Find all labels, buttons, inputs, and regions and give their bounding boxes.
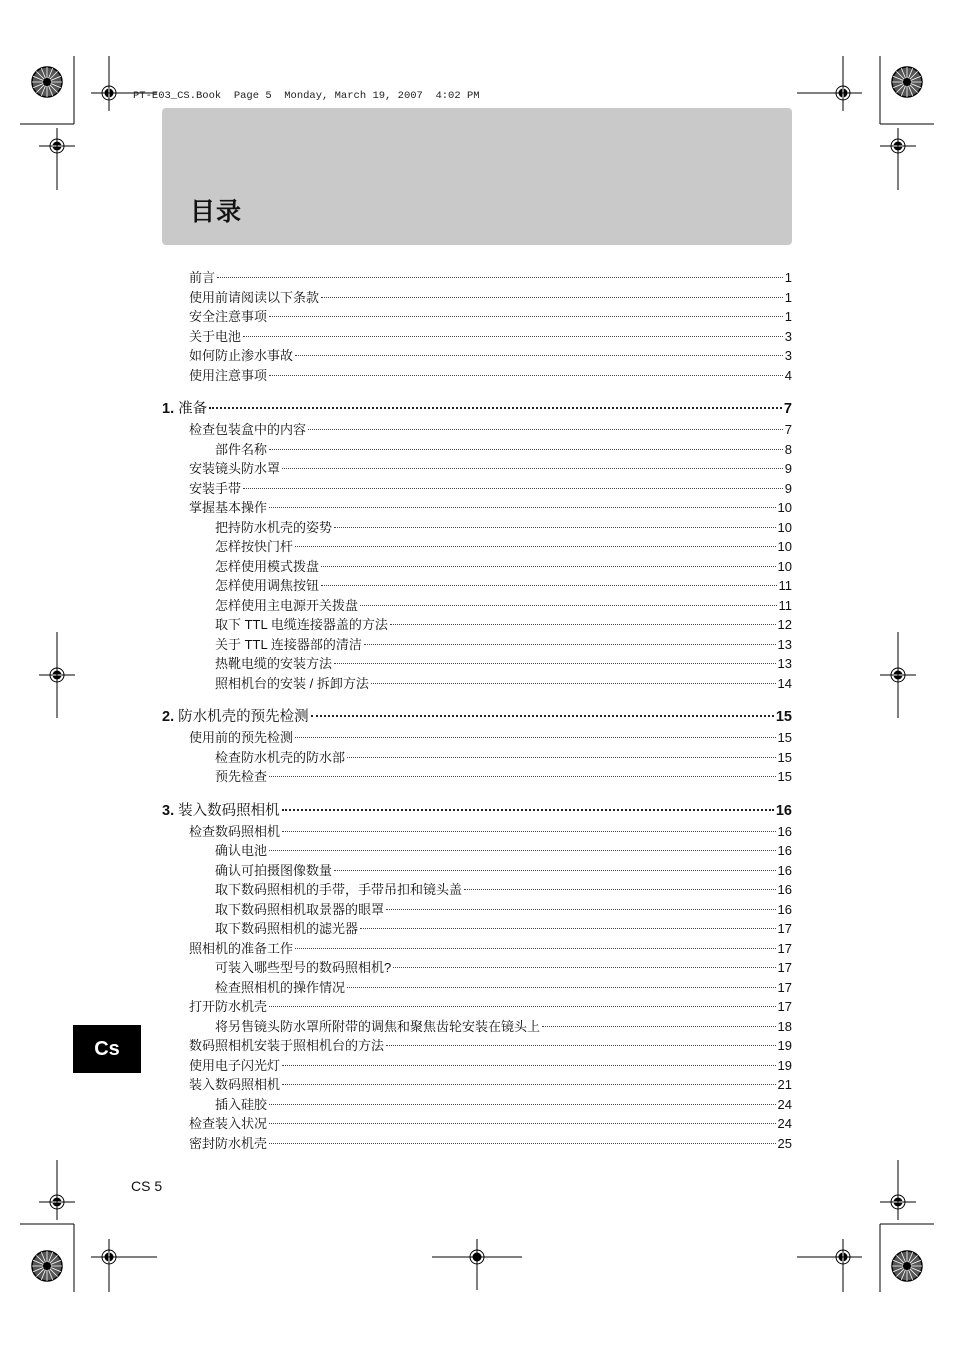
toc-entry (162, 674, 792, 694)
toc-entry-label: 怎样按快门杆 (215, 539, 294, 554)
toc-entry-label: 预先检查 (215, 769, 268, 784)
dot-leader (282, 1065, 776, 1066)
toc-entry (162, 958, 792, 978)
toc-entry-label: 照相机的准备工作 (189, 940, 294, 956)
dot-leader (243, 488, 783, 489)
dot-leader (334, 663, 776, 664)
color-wheel-icon (32, 1251, 62, 1281)
toc-entry (162, 307, 792, 327)
toc-entry (162, 654, 792, 674)
dot-leader (282, 831, 776, 832)
toc-entry-label: 怎样使用调焦按钮 (215, 578, 320, 593)
toc-entry (162, 748, 792, 768)
toc-entry (162, 459, 792, 479)
dot-leader (243, 336, 783, 337)
toc-entry (162, 596, 792, 616)
toc-entry (162, 288, 792, 308)
toc-entry-label: 关于 TTL 连接器部的清洁 (215, 636, 362, 652)
toc-entry-label: 使用注意事项 (189, 367, 268, 383)
toc-entry (162, 479, 792, 499)
toc-entry-label: 如何防止渗水事故 (189, 348, 294, 363)
dot-leader (321, 297, 783, 298)
toc-entry-page: 15 (777, 749, 792, 765)
toc-entry (162, 557, 792, 577)
dot-leader (269, 507, 776, 508)
color-wheel-icon (892, 67, 922, 97)
toc-entry-label: 安装镜头防水罩 (189, 461, 281, 476)
dot-leader (390, 624, 776, 625)
toc-entry (162, 728, 792, 748)
dot-leader (311, 715, 774, 717)
dot-leader (295, 948, 776, 949)
toc-chapter-entry (162, 706, 792, 728)
dot-leader (269, 850, 776, 851)
toc-entry-page: 16 (777, 823, 792, 839)
dot-leader (295, 737, 776, 738)
toc-entry-label: 热靴电缆的安装方法 (215, 656, 333, 671)
toc-entry-label: 检查装入状况 (189, 1116, 268, 1131)
title-banner (162, 108, 792, 245)
toc-entry-label: 使用前的预先检测 (189, 730, 294, 745)
toc-entry-page: 17 (777, 940, 792, 956)
toc-entry-page: 12 (777, 617, 792, 632)
toc-entry (162, 1114, 792, 1134)
dot-leader (360, 928, 776, 929)
toc-entry (162, 900, 792, 920)
toc-entry (162, 822, 792, 842)
toc-entry-page: 24 (777, 1116, 792, 1131)
language-tab: Cs (73, 1025, 141, 1073)
toc-entry-label: 安装手带 (189, 480, 242, 496)
toc-entry-page: 15 (777, 730, 792, 745)
toc-entry-page: 9 (784, 461, 792, 476)
dot-leader (371, 683, 776, 684)
toc-entry-label: 取下数码照相机的手带，手带吊扣和镜头盖 (215, 882, 463, 897)
toc-entry-page: 14 (777, 675, 792, 691)
toc-entry-page: 19 (777, 1057, 792, 1073)
page-number: CS 5 (131, 1178, 163, 1194)
toc-entry-label: 部件名称 (215, 441, 268, 457)
toc-entry (162, 615, 792, 635)
toc-entry (162, 1036, 792, 1056)
toc-entry-page: 10 (777, 539, 792, 554)
dot-leader (347, 757, 776, 758)
toc-entry-page: 17 (777, 979, 792, 995)
toc-chapter-entry (162, 800, 792, 822)
toc-entry-label: 确认可拍摄图像数量 (215, 862, 333, 878)
toc-entry-page: 11 (778, 578, 792, 593)
toc-entry (162, 880, 792, 900)
toc-entry (162, 498, 792, 518)
toc-entry-page: 18 (777, 1018, 792, 1034)
dot-leader (269, 1123, 776, 1124)
dot-leader (282, 809, 774, 811)
dot-leader (269, 1006, 776, 1007)
dot-leader (334, 527, 776, 528)
toc-entry-page: 7 (783, 401, 792, 417)
toc-entry (162, 919, 792, 939)
toc-entry-page: 17 (777, 921, 792, 936)
toc-entry-label: 检查照相机的操作情况 (215, 979, 346, 995)
toc-chapter-number: 1. (162, 401, 175, 417)
toc-entry (162, 635, 792, 655)
toc-entry-label: 照相机台的安装 / 拆卸方法 (215, 675, 369, 691)
toc-entry-page: 16 (777, 901, 792, 917)
toc-chapter-entry (162, 398, 792, 420)
dot-leader (542, 1026, 776, 1027)
toc-entry (162, 841, 792, 861)
toc-entry (162, 518, 792, 538)
toc-entry-page: 13 (777, 656, 792, 671)
toc-entry (162, 420, 792, 440)
toc-entry-label: 检查包装盒中的内容 (189, 422, 307, 437)
toc-chapter-number: 2. (162, 709, 175, 725)
toc-entry-page: 4 (784, 367, 792, 383)
toc-entry-label: 掌握基本操作 (189, 500, 268, 515)
dot-leader (386, 909, 776, 910)
toc-entry-label: 取下数码照相机取景器的眼罩 (215, 901, 385, 917)
toc-entry-label: 数码照相机安装于照相机台的方法 (189, 1038, 385, 1053)
toc-entry-page: 17 (777, 960, 792, 975)
toc-entry-page: 16 (777, 862, 792, 878)
toc-entry-label: 安全注意事项 (189, 309, 268, 324)
toc-entry-page: 3 (784, 348, 792, 363)
toc-entry-label: 装入数码照相机 (178, 802, 280, 819)
toc-entry-page: 16 (775, 802, 792, 819)
toc-entry (162, 440, 792, 460)
toc-entry-page: 10 (777, 558, 792, 574)
dot-leader (269, 449, 783, 450)
toc-entry-page: 10 (777, 500, 792, 515)
dot-leader (295, 546, 776, 547)
dot-leader (282, 468, 783, 469)
dot-leader (295, 355, 783, 356)
toc-entry (162, 997, 792, 1017)
toc-entry-label: 使用前请阅读以下条款 (189, 289, 320, 305)
toc-entry-page: 24 (777, 1096, 792, 1112)
toc-entry-page: 15 (777, 769, 792, 784)
dot-leader (269, 776, 776, 777)
toc-entry-page: 11 (778, 597, 792, 613)
toc-entry (162, 939, 792, 959)
toc-entry-page: 1 (784, 309, 792, 324)
toc-entry-label: 检查防水机壳的防水部 (215, 749, 346, 765)
toc-chapter-number: 3. (162, 802, 175, 819)
toc-entry (162, 346, 792, 366)
toc-entry-page: 1 (784, 289, 792, 305)
dot-leader (464, 889, 776, 890)
dot-leader (321, 566, 776, 567)
color-wheel-icon (892, 1251, 922, 1281)
toc-entry-label: 确认电池 (215, 843, 268, 858)
toc-entry (162, 767, 792, 787)
toc-entry-page: 25 (777, 1135, 792, 1151)
dot-leader (269, 1143, 776, 1144)
dot-leader (209, 407, 782, 409)
toc-entry-page: 1 (784, 270, 792, 285)
toc-entry-page: 7 (784, 422, 792, 437)
toc-entry-label: 防水机壳的预先检测 (178, 709, 309, 725)
toc-entry-page: 3 (784, 328, 792, 344)
toc-entry (162, 1075, 792, 1095)
print-info-header: PT-E03_CS.Book Page 5 Monday, March 19, 2007 4:02 PM (133, 90, 480, 102)
toc-entry-label: 装入数码照相机 (189, 1077, 281, 1092)
toc-entry (162, 327, 792, 347)
dot-leader (347, 987, 776, 988)
dot-leader (282, 1084, 776, 1085)
dot-leader (269, 1104, 776, 1105)
toc-entry-label: 密封防水机壳 (189, 1135, 268, 1151)
toc-entry-page: 19 (777, 1038, 792, 1053)
dot-leader (269, 375, 783, 376)
toc-entry-page: 16 (777, 843, 792, 858)
toc-entry-label: 使用电子闪光灯 (189, 1057, 281, 1073)
toc-entry (162, 366, 792, 386)
toc-entry-page: 10 (777, 519, 792, 535)
toc-entry-label: 怎样使用主电源开关拨盘 (215, 597, 359, 613)
dot-leader (393, 967, 775, 968)
toc-entry (162, 537, 792, 557)
toc-entry-label: 将另售镜头防水罩所附带的调焦和聚焦齿轮安装在镜头上 (215, 1018, 541, 1034)
dot-leader (364, 644, 776, 645)
dot-leader (334, 870, 776, 871)
toc-entry-label: 关于电池 (189, 328, 242, 344)
toc-entry-label: 取下 TTL 电缆连接器盖的方法 (215, 617, 388, 632)
toc-entry (162, 1017, 792, 1037)
toc-entry-label: 打开防水机壳 (189, 999, 268, 1014)
toc-entry-label: 把持防水机壳的姿势 (215, 519, 333, 535)
toc-entry (162, 978, 792, 998)
toc-entry-page: 8 (784, 441, 792, 457)
toc-entry-page: 15 (775, 709, 792, 725)
toc-entry-page: 21 (777, 1077, 792, 1092)
toc-entry-label: 检查数码照相机 (189, 823, 281, 839)
toc-entry-page: 13 (777, 636, 792, 652)
toc-entry (162, 861, 792, 881)
toc-entry-page: 16 (777, 882, 792, 897)
toc-entry (162, 576, 792, 596)
toc-entry (162, 1056, 792, 1076)
page-title: 目录 (190, 197, 243, 226)
dot-leader (308, 429, 783, 430)
color-wheel-icon (32, 67, 62, 97)
toc-entry-page: 17 (777, 999, 792, 1014)
toc-entry-label: 前言 (189, 270, 216, 285)
toc-entry (162, 1095, 792, 1115)
toc-entry-label: 怎样使用模式拨盘 (215, 558, 320, 574)
table-of-contents (162, 268, 792, 1153)
dot-leader (360, 605, 776, 606)
dot-leader (269, 316, 783, 317)
dot-leader (321, 585, 776, 586)
toc-entry-label: 可装入哪些型号的数码照相机? (215, 960, 392, 975)
toc-entry-label: 取下数码照相机的滤光器 (215, 921, 359, 936)
dot-leader (217, 277, 783, 278)
dot-leader (386, 1045, 776, 1046)
toc-entry (162, 1134, 792, 1154)
toc-entry-label: 插入硅胶 (215, 1096, 268, 1112)
toc-entry-page: 9 (784, 480, 792, 496)
toc-entry-label: 准备 (178, 401, 208, 417)
toc-entry (162, 268, 792, 288)
